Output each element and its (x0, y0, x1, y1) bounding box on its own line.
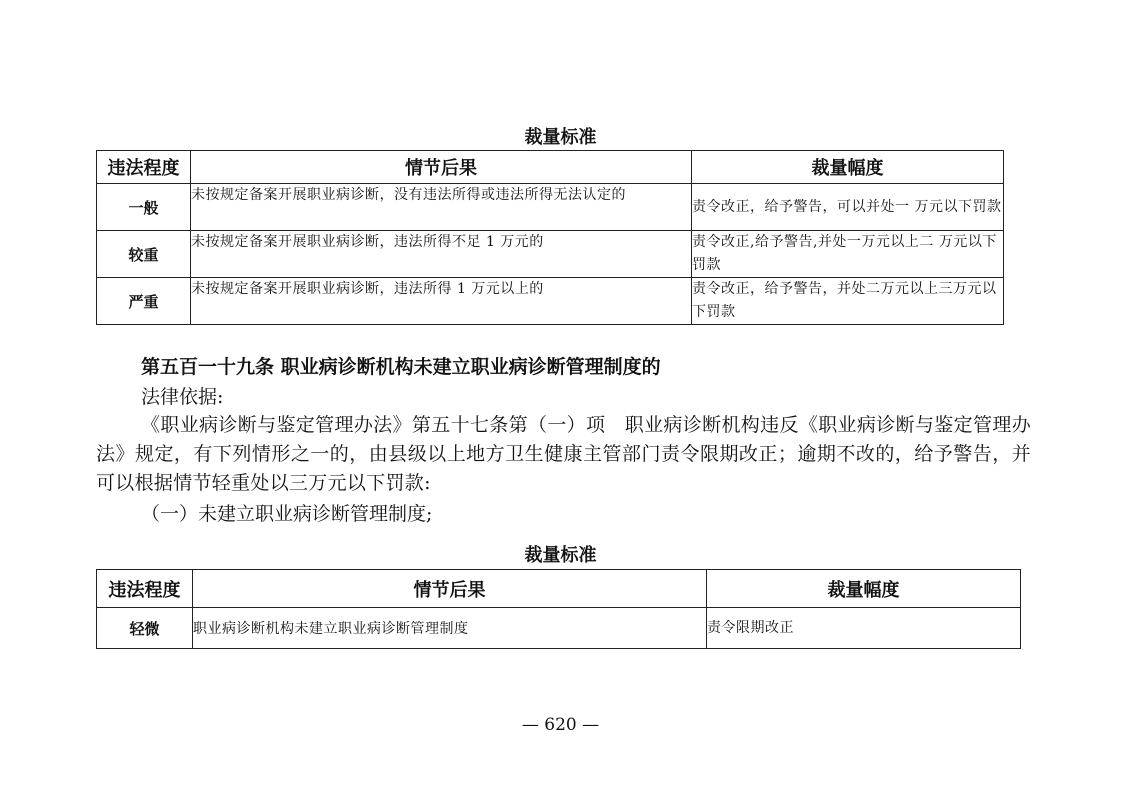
header-circumstance: 情节后果 (193, 570, 707, 608)
row-circumstance: 职业病诊断机构未建立职业病诊断管理制度 (193, 608, 707, 649)
article-title: 第五百一十九条 职业病诊断机构未建立职业病诊断管理制度的 (141, 356, 661, 378)
table-row (97, 231, 1004, 278)
legal-basis-label: 法律依据: (141, 386, 224, 408)
discretion-table-1 (96, 150, 1004, 325)
row-penalty: 责令改正,给予警告,并处一万元以上二 万元以下罚款 (692, 231, 1004, 278)
row-level: 一般 (97, 184, 191, 231)
row-penalty: 责令改正，给予警告，可以并处一 万元以下罚款 (692, 184, 1004, 231)
table2-caption: 裁量标准 (524, 545, 597, 566)
page-number: — 620 — (521, 715, 600, 735)
header-level: 违法程度 (97, 151, 191, 184)
table-header-row (97, 151, 1004, 184)
header-penalty: 裁量幅度 (692, 151, 1004, 184)
row-penalty: 责令限期改正 (707, 608, 1021, 649)
row-circumstance: 未按规定备案开展职业病诊断，违法所得 1 万元以上的 (191, 278, 692, 325)
legal-basis-text: 《职业病诊断与鉴定管理办法》第五十七条第（一）项 职业病诊断机构违反《职业病诊断与鉴定管理办法》规定，有下列情形之一的，由县级以上地方卫生健康主管部门责令限期改正；逾期不改的，给予警告，并可以根据情节轻重处以三万元以下罚款: (96, 414, 1031, 494)
row-level: 严重 (97, 278, 191, 325)
row-level: 轻微 (97, 608, 193, 649)
row-circumstance: 未按规定备案开展职业病诊断，违法所得不足 1 万元的 (191, 231, 692, 278)
table-header-row (97, 570, 1021, 608)
discretion-table-2 (96, 569, 1021, 649)
table-row (97, 608, 1021, 649)
row-penalty: 责令改正，给予警告，并处二万元以上三万元以下罚款 (692, 278, 1004, 325)
table1-caption: 裁量标准 (524, 127, 597, 148)
table-row (97, 184, 1004, 231)
row-level: 较重 (97, 231, 191, 278)
header-circumstance: 情节后果 (191, 151, 692, 184)
header-penalty: 裁量幅度 (707, 570, 1021, 608)
row-circumstance: 未按规定备案开展职业病诊断，没有违法所得或违法所得无法认定的 (191, 184, 692, 231)
header-level: 违法程度 (97, 570, 193, 608)
table-row (97, 278, 1004, 325)
violation-item: （一）未建立职业病诊断管理制度; (141, 503, 433, 525)
